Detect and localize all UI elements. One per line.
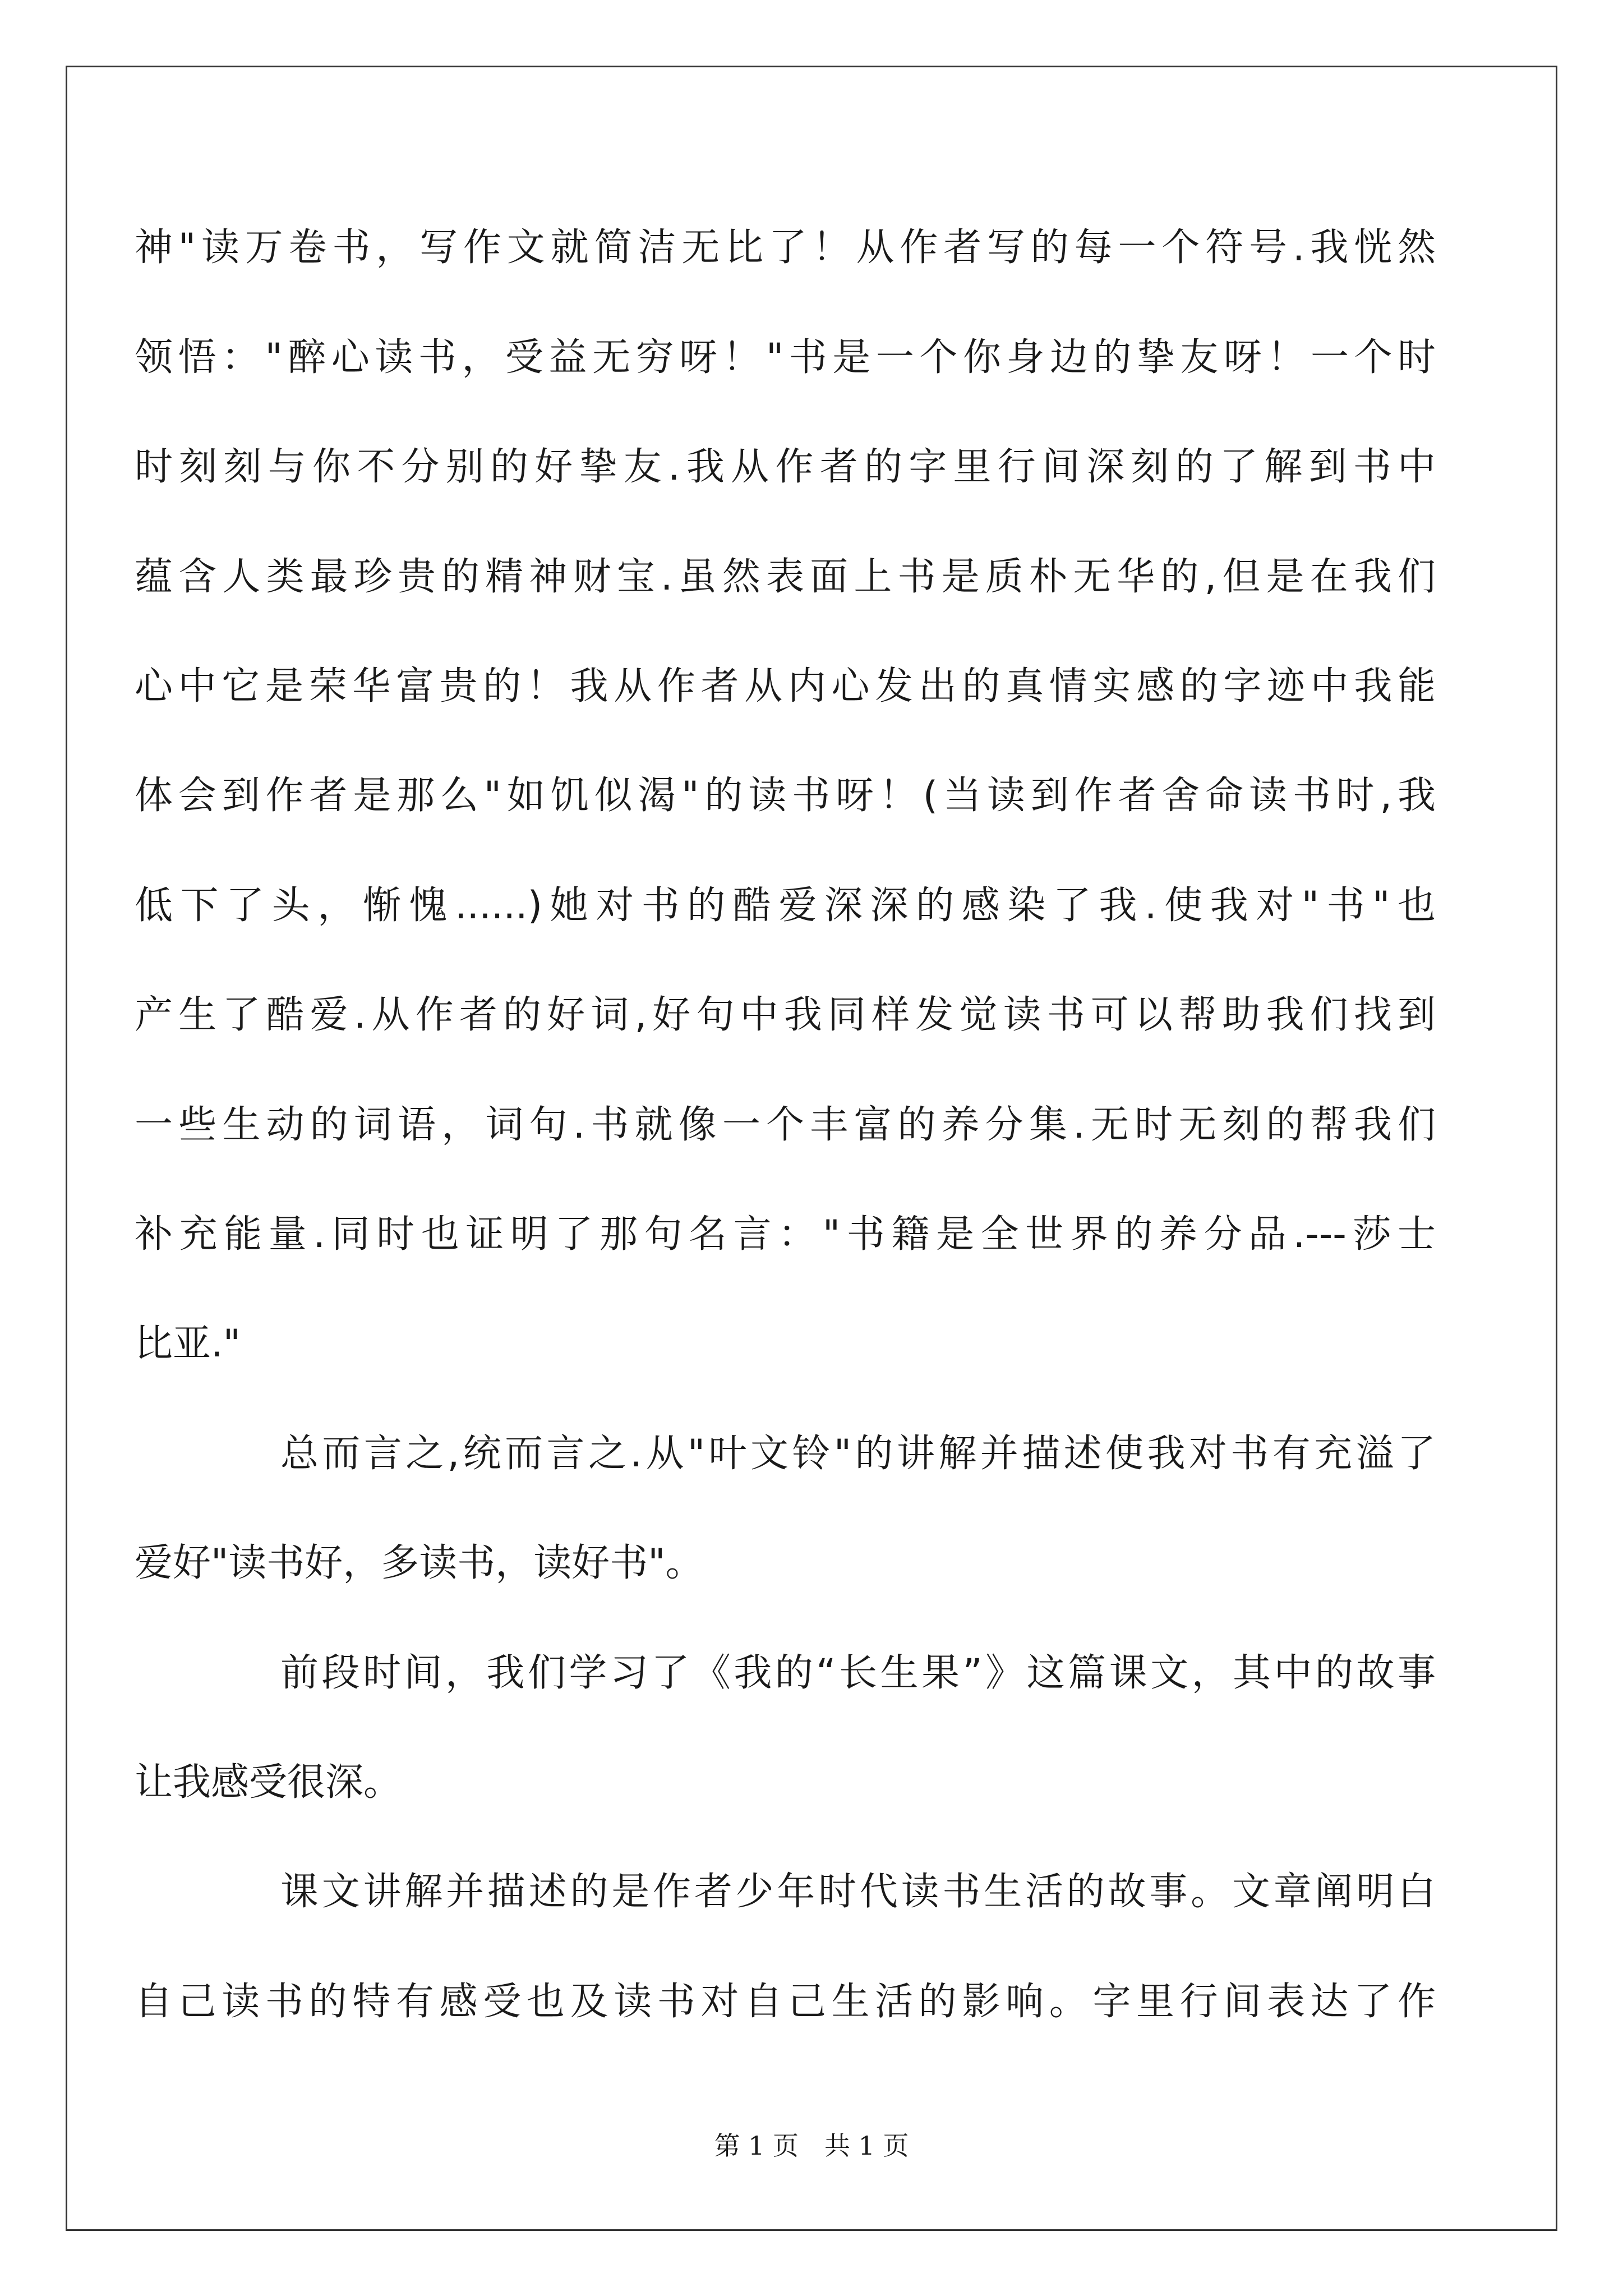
- text-line: 蕴含人类最珍贵的精神财宝.虽然表面上书是质朴无华的,但是在我们: [135, 555, 1436, 599]
- text-line: 前段时间，我们学习了《我的“长生果”》这篇课文，其中的故事: [280, 1651, 1436, 1695]
- text-line: 总而言之,统而言之.从"叶文铃"的讲解并描述使我对书有充溢了: [280, 1432, 1436, 1476]
- text-line: 爱好"读书好，多读书，读好书"。: [135, 1541, 704, 1585]
- text-line: 低下了头，惭愧......)她对书的酷爱深深的感染了我.使我对"书"也: [135, 884, 1436, 928]
- text-line: 时刻刻与你不分别的好挚友.我从作者的字里行间深刻的了解到书中: [135, 445, 1436, 489]
- page-number: 第 1 页 共 1 页: [714, 2131, 909, 2161]
- text-line: 心中它是荣华富贵的！我从作者从内心发出的真情实感的字迹中我能: [135, 664, 1436, 708]
- text-line: 让我感受很深。: [135, 1760, 402, 1805]
- text-line: 补充能量.同时也证明了那句名言："书籍是全世界的养分品.---莎士: [135, 1212, 1436, 1257]
- text-line: 产生了酷爱.从作者的好词,好句中我同样发觉读书可以帮助我们找到: [135, 993, 1436, 1037]
- text-line: 自己读书的特有感受也及读书对自己生活的影响。字里行间表达了作: [135, 1980, 1436, 2024]
- text-line: 神"读万卷书，写作文就简洁无比了！从作者写的每一个符号.我恍然: [135, 226, 1436, 270]
- text-line: 领悟："醉心读书，受益无穷呀！"书是一个你身边的挚友呀！一个时: [135, 335, 1436, 380]
- text-line: 课文讲解并描述的是作者少年时代读书生活的故事。文章阐明白: [280, 1870, 1436, 1914]
- text-line: 体会到作者是那么"如饥似渴"的读书呀！(当读到作者舍命读书时,我: [135, 774, 1436, 818]
- text-line: 一些生动的词语，词句.书就像一个丰富的养分集.无时无刻的帮我们: [135, 1103, 1436, 1147]
- text-line: 比亚.": [135, 1322, 241, 1366]
